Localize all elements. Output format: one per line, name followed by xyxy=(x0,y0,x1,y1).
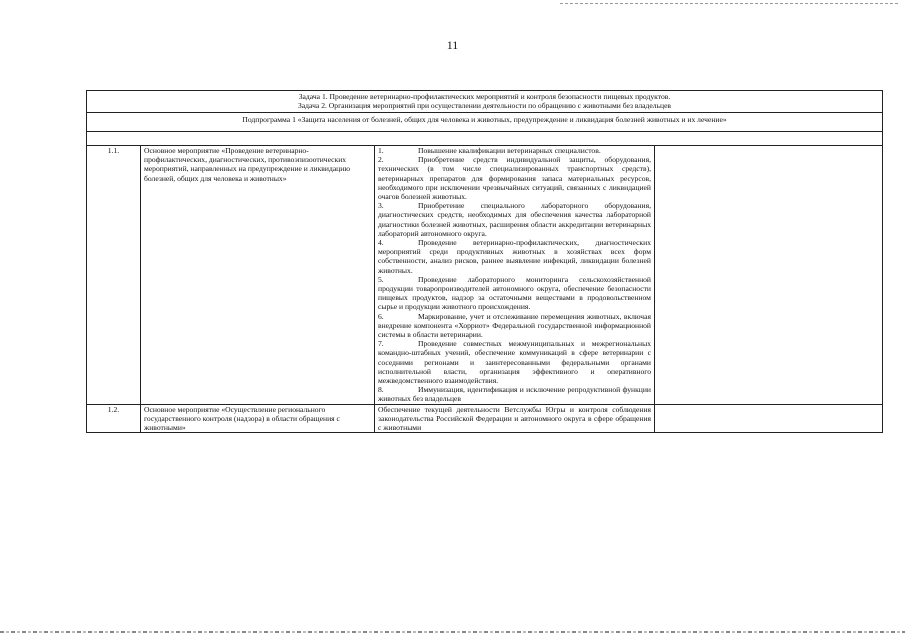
result-item: 2. Приобретение средств индивидуальной защиты, оборудования, технических (в том числе специализированных транспортных средств), ветеринарных препаратов для формирования запаса материальных ресурсов, необходимого при исключении чрезвычайных ситуаций, связанных с ликвидацией очагов болезней животных. xyxy=(378,155,651,202)
tasks-row xyxy=(87,91,883,113)
result-item: 5. Проведение лабораторного мониторинга сельскохозяйственной продукции товаропроизводителей автономного округа, обеспечение безопасности пищевых продуктов, надзор за остаточными веществами в продовольственном сырье и продукции животного происхождения. xyxy=(378,274,651,312)
event-description: Основное мероприятие «Проведение ветеринарно-профилактических, диагностических, противоэпизоотических мероприятий, направленных на предупреждение и ликвидацию болезней, общих для человека и животных» xyxy=(141,146,375,405)
table-row xyxy=(87,146,883,405)
result-item: 3. Приобретение специального лабораторного оборудования, диагностических средств, необходимых для обеспечения качества лабораторной диагностики болезней животных, расширения области аккредитации ветеринарных лабораторий автономного округа. xyxy=(378,201,651,238)
subprogram-title: Подпрограмма 1 «Защита населения от болезней, общих для человека и животных, предупреждение и ликвидация болезней животных и их лечение» xyxy=(87,113,883,132)
task-2: Задача 2. Организация мероприятий при осуществлении деятельности по обращению с животными без владельцев xyxy=(298,101,672,111)
task-1: Задача 1. Проведение ветеринарно-профилактических мероприятий и контроля безопасности пищевых продуктов. xyxy=(298,92,671,101)
result-item: 1. Повышение квалификации ветеринарных специалистов. xyxy=(378,146,601,155)
results-list xyxy=(375,404,655,433)
results-list xyxy=(375,146,655,405)
empty-cell xyxy=(655,404,883,433)
program-table xyxy=(86,90,883,433)
scan-artifact-bottom xyxy=(0,631,905,633)
scan-artifact-top xyxy=(560,3,900,4)
table-row xyxy=(87,404,883,433)
page-number: 11 xyxy=(446,38,459,52)
empty-cell xyxy=(655,146,883,405)
row-number: 1.2. xyxy=(87,404,141,433)
row-number: 1.1. xyxy=(87,146,141,405)
tasks-cell xyxy=(87,91,883,113)
result-item: 8. Иммунизация, идентификация и исключение репродуктивной функции животных без владельцев xyxy=(378,385,651,404)
result-item: 4. Проведение ветеринарно-профилактических, диагностических мероприятий среди продуктивных животных в хозяйствах всех форм собственности, анализ рисков, раннее выявление инфекций, ликвидации болезней животных. xyxy=(378,238,651,275)
subprogram-row xyxy=(87,113,883,132)
spacer-row xyxy=(87,132,883,146)
result-item: Обеспечение текущей деятельности Ветслужбы Югры и контроля соблюдения законодательства Российской Федерации и автономного округа в сфере обращения с животными xyxy=(378,404,651,433)
result-item: 6. Маркирование, учет и отслеживание перемещения животных, включая внедрение компонента «Хорриот» Федеральной государственной информационной системы в области ветеринарии. xyxy=(378,311,651,340)
event-description: Основное мероприятие «Осуществление регионального государственного контроля (надзора) в области обращения с животными» xyxy=(141,404,375,433)
result-item: 7. Проведение совместных межмуниципальных и межрегиональных командно-штабных учений, обеспечение коммуникаций в сфере ветеринарии с соседними регионами и заинтересованными федеральными органами исполнительной власти, организация эффективного и оперативного межведомственного взаимодействия. xyxy=(378,339,651,386)
